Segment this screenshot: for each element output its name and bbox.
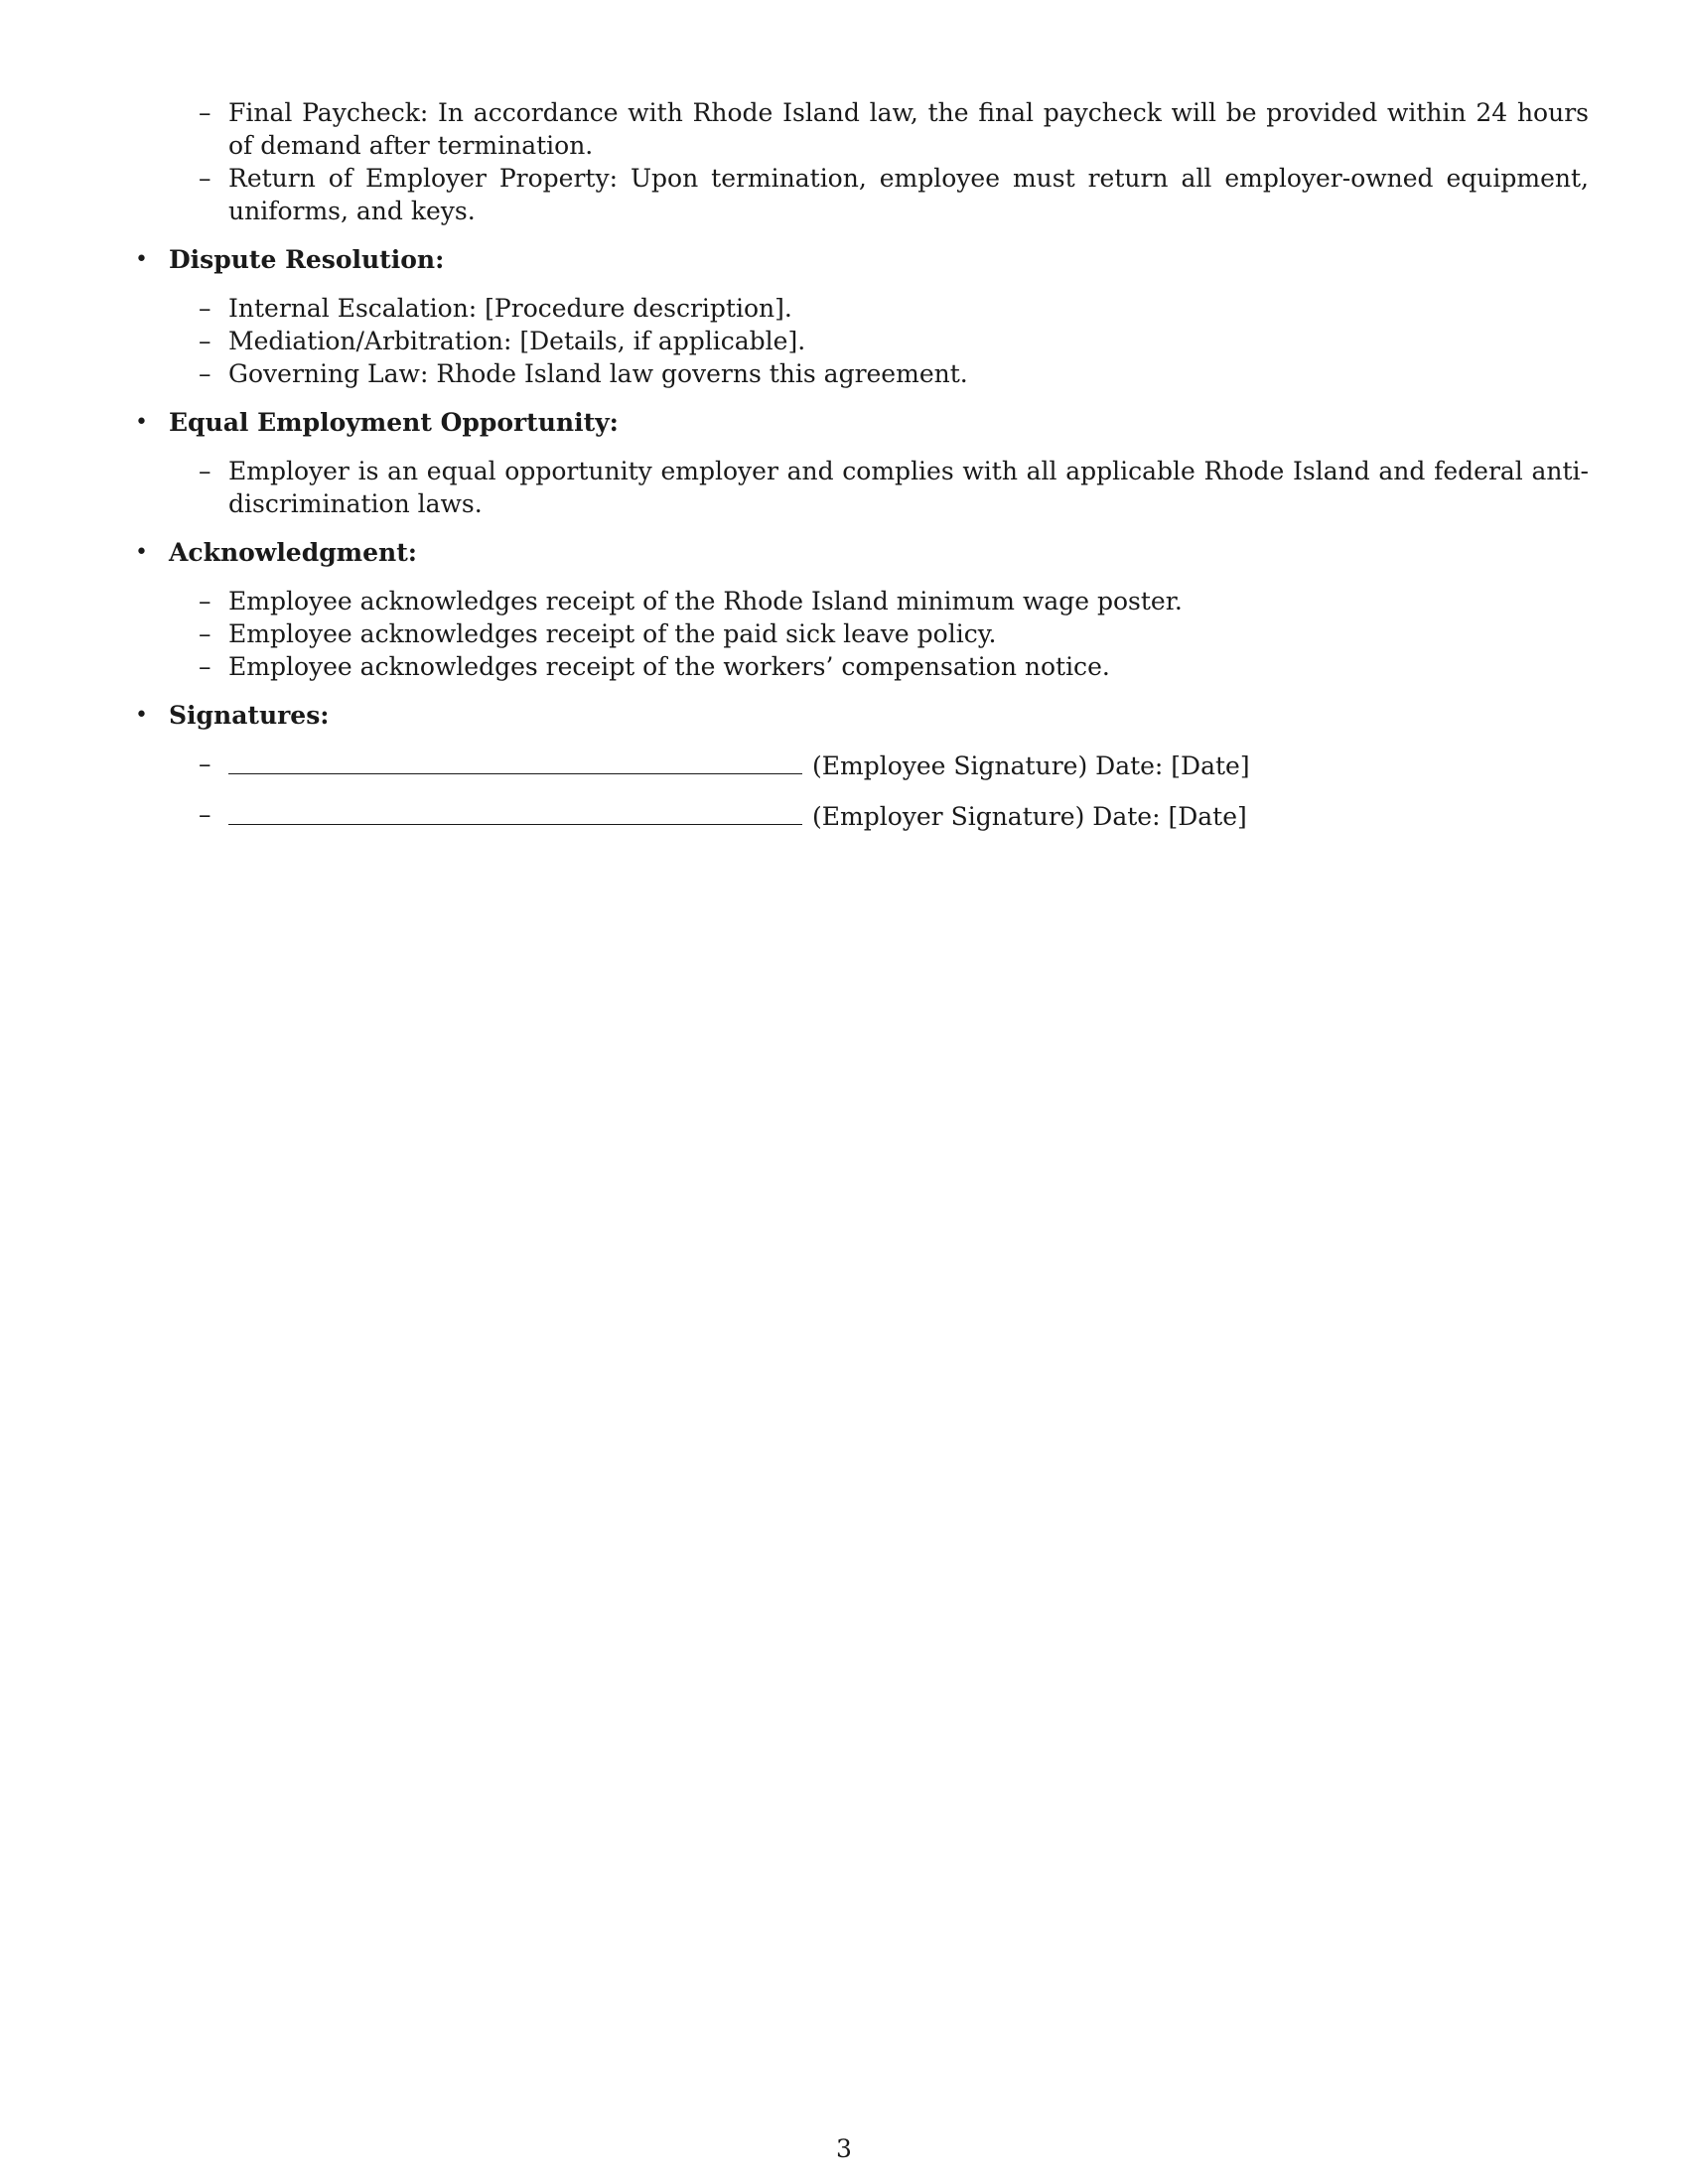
dash-marker: – [199, 652, 211, 681]
list-item-text: Employer is an equal opportunity employer and complies with all applicable Rhode Island and federal anti-discrimination laws. [228, 457, 1589, 518]
list-item [129, 650, 1589, 683]
list-item-return-property [129, 162, 1589, 227]
signature-line [228, 748, 802, 774]
section-heading: Dispute Resolution: [169, 245, 445, 274]
document-body [129, 96, 1589, 849]
signature-row-employer [129, 798, 1589, 849]
list-item-text: Employee acknowledges receipt of the Rhode Island minimum wage poster. [228, 587, 1183, 615]
list-item [129, 325, 1589, 357]
signature-caption: (Employer Signature) Date: [Date] [812, 802, 1247, 831]
list-item [129, 617, 1589, 650]
dash-marker: – [199, 619, 211, 648]
bullet-marker: • [135, 540, 148, 565]
bullet-marker: • [135, 410, 148, 435]
list-item-text: Employee acknowledges receipt of the paid sick leave policy. [228, 619, 997, 648]
signature-line [228, 798, 802, 825]
signature-field [228, 748, 1589, 798]
signature-field [228, 798, 1589, 849]
list-item-text: Internal Escalation: [Procedure description]. [228, 294, 792, 323]
dash-marker: – [199, 294, 211, 323]
section-acknowledgment [129, 536, 1589, 683]
dash-marker: – [199, 800, 211, 829]
section-equal-employment-opportunity [129, 406, 1589, 520]
dash-marker: – [199, 750, 211, 778]
dash-marker: – [199, 164, 211, 193]
page-number: 3 [836, 2134, 852, 2163]
dash-marker: – [199, 98, 211, 127]
signature-caption: (Employee Signature) Date: [Date] [812, 751, 1250, 780]
list-item-text: Return of Employer Property: Upon termination, employee must return all employer-owned equipment, uniforms, and keys. [228, 164, 1589, 225]
section-heading: Signatures: [169, 701, 330, 730]
section-heading: Acknowledgment: [169, 538, 417, 567]
list-item [129, 585, 1589, 617]
bullet-marker: • [135, 703, 148, 728]
section-items [169, 292, 1589, 390]
list-item [129, 455, 1589, 520]
continued-termination-list [129, 96, 1589, 227]
section-dispute-resolution [129, 243, 1589, 390]
list-item-final-paycheck [129, 96, 1589, 162]
dash-marker: – [199, 359, 211, 388]
list-item-text: Employee acknowledges receipt of the workers’ compensation notice. [228, 652, 1110, 681]
section-items [169, 455, 1589, 520]
section-signatures [129, 699, 1589, 849]
dash-marker: – [199, 587, 211, 615]
list-item-text: Governing Law: Rhode Island law governs this agreement. [228, 359, 968, 388]
dash-marker: – [199, 457, 211, 485]
section-items [169, 585, 1589, 683]
signature-list [169, 748, 1589, 849]
list-item [129, 292, 1589, 325]
list-item-text: Mediation/Arbitration: [Details, if applicable]. [228, 327, 806, 355]
section-list [129, 243, 1589, 849]
list-item [129, 357, 1589, 390]
bullet-marker: • [135, 247, 148, 272]
section-heading: Equal Employment Opportunity: [169, 408, 619, 437]
signature-row-employee [129, 748, 1589, 798]
dash-marker: – [199, 327, 211, 355]
list-item-text: Final Paycheck: In accordance with Rhode Island law, the final paycheck will be provided within 24 hours of demand after termination. [228, 98, 1589, 160]
